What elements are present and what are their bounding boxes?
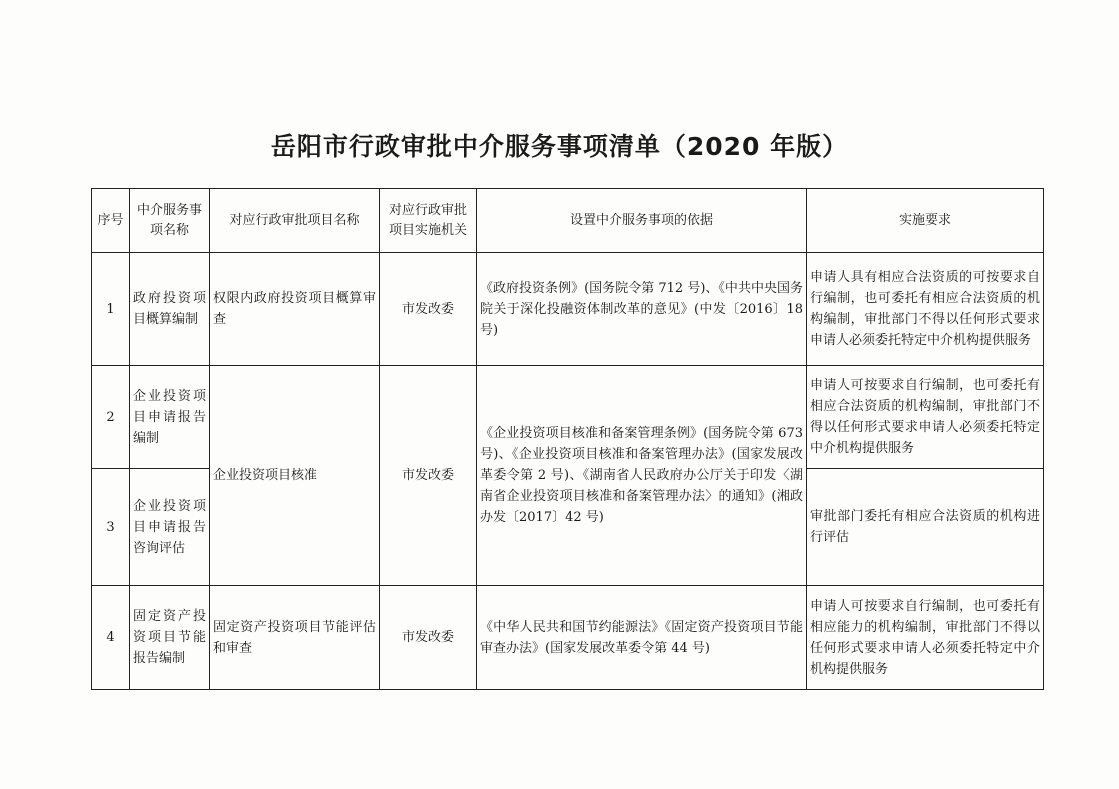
row-service-name: 政府投资项目概算编制 — [130, 253, 210, 366]
row-seq: 3 — [92, 469, 130, 586]
page-title: 岳阳市行政审批中介服务事项清单（2020 年版） — [270, 132, 849, 161]
row-requirement: 申请人可按要求自行编制，也可委托有相应合法资质的机构编制，审批部门不得以任何形式要求申请人必须委托特定中介机构提供服务 — [807, 366, 1044, 469]
row-basis: 《中华人民共和国节约能源法》《固定资产投资项目节能审查办法》(国家发展改革委令第 44 号) — [477, 586, 807, 690]
row-seq: 2 — [92, 366, 130, 469]
header-basis: 设置中介服务事项的依据 — [477, 189, 807, 253]
row-requirement: 申请人具有相应合法资质的可按要求自行编制，也可委托有相应合法资质的机构编制，审批部门不得以任何形式要求申请人必须委托特定中介机构提供服务 — [807, 253, 1044, 366]
table-header-row — [92, 189, 1044, 253]
row-basis: 《企业投资项目核准和备案管理条例》(国务院令第 673 号)、《企业投资项目核准和备案管理办法》(国家发展改革委令第 2 号)、《湖南省人民政府办公厅关于印发〈湖南省企业投资项目核准和备案管理办法〉的通知》(湘政办发〔2017〕42 号) — [477, 366, 807, 586]
row-requirement: 审批部门委托有相应合法资质的机构进行评估 — [807, 469, 1044, 586]
table-row — [92, 586, 1044, 690]
row-service-name: 企业投资项目申请报告咨询评估 — [130, 469, 210, 586]
header-seq: 序号 — [92, 189, 130, 253]
table-row — [92, 366, 1044, 469]
row-basis: 《政府投资条例》(国务院令第 712 号)、《中共中央国务院关于深化投融资体制改革的意见》(中发〔2016〕18 号) — [477, 253, 807, 366]
row-seq: 4 — [92, 586, 130, 690]
row-approval-item: 企业投资项目核准 — [210, 366, 380, 586]
row-seq: 1 — [92, 253, 130, 366]
row-agency: 市发改委 — [380, 586, 477, 690]
header-service-name: 中介服务事项名称 — [130, 189, 210, 253]
header-requirement: 实施要求 — [807, 189, 1044, 253]
row-service-name: 固定资产投资项目节能报告编制 — [130, 586, 210, 690]
header-agency: 对应行政审批项目实施机关 — [380, 189, 477, 253]
service-items-table — [91, 188, 1044, 690]
row-agency: 市发改委 — [380, 253, 477, 366]
header-approval-item: 对应行政审批项目名称 — [210, 189, 380, 253]
row-service-name: 企业投资项目申请报告编制 — [130, 366, 210, 469]
row-requirement: 申请人可按要求自行编制，也可委托有相应能力的机构编制，审批部门不得以任何形式要求申请人必须委托特定中介机构提供服务 — [807, 586, 1044, 690]
row-approval-item: 权限内政府投资项目概算审查 — [210, 253, 380, 366]
row-agency: 市发改委 — [380, 366, 477, 586]
table-row — [92, 253, 1044, 366]
row-approval-item: 固定资产投资项目节能评估和审查 — [210, 586, 380, 690]
